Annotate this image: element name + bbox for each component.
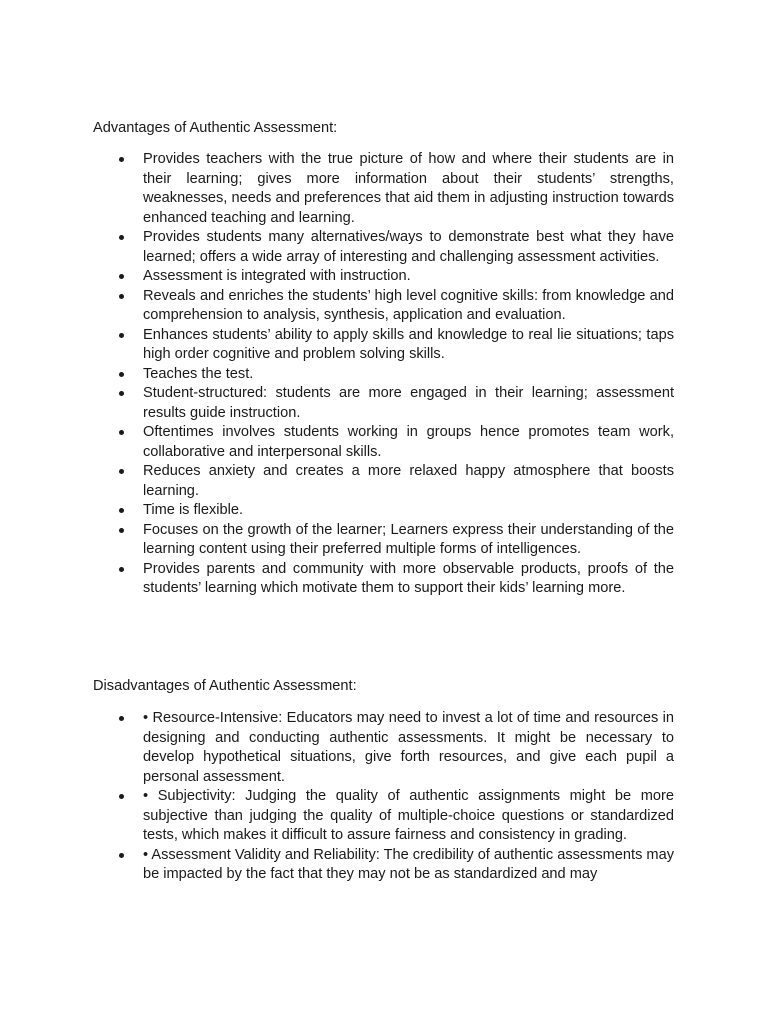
bullet-icon <box>119 794 124 799</box>
disadvantages-heading: Disadvantages of Authentic Assessment: <box>93 678 357 694</box>
list-item <box>118 150 674 228</box>
bullet-icon <box>119 469 124 474</box>
list-item-text: Assessment is integrated with instruction. <box>143 268 411 284</box>
list-item <box>118 462 674 501</box>
disadvantages-list <box>118 709 674 885</box>
bullet-icon <box>119 372 124 377</box>
bullet-icon <box>119 567 124 572</box>
list-item-text: Focuses on the growth of the learner; Learners express their understanding of the learning content using their preferred multiple forms of intelligences. <box>143 521 674 557</box>
list-item <box>118 384 674 423</box>
list-item-text: Provides teachers with the true picture of how and where their students are in their learning; gives more information about their students’ strengths, weaknesses, needs and preferences that aid them in adjusting instruction towards enhanced teaching and learning. <box>143 151 674 226</box>
list-item-text: Time is flexible. <box>143 502 244 518</box>
bullet-icon <box>119 157 124 162</box>
bullet-icon <box>119 430 124 435</box>
list-item <box>118 267 674 287</box>
bullet-icon <box>119 294 124 299</box>
bullet-icon <box>119 853 124 858</box>
advantages-list <box>118 150 674 599</box>
bullet-icon <box>119 528 124 533</box>
bullet-icon <box>119 716 124 721</box>
list-item <box>118 287 674 326</box>
advantages-heading: Advantages of Authentic Assessment: <box>93 120 338 136</box>
list-item <box>118 326 674 365</box>
list-item <box>118 846 674 885</box>
bullet-icon <box>119 391 124 396</box>
list-item-text: Teaches the test. <box>143 365 254 382</box>
bullet-icon <box>119 333 124 338</box>
list-item-text: Oftentimes involves students working in groups hence promotes team work, collaborative and interpersonal skills. <box>143 424 674 460</box>
list-item-text: • Subjectivity: Judging the quality of authentic assignments might be more subjective than judging the quality of multiple-choice questions or standardized tests, which makes it difficult to assure fairness and consistency in grading. <box>143 788 674 843</box>
list-item <box>118 521 674 560</box>
list-item <box>118 501 674 521</box>
list-item <box>118 228 674 267</box>
bullet-icon <box>119 274 124 279</box>
list-item <box>118 560 674 599</box>
list-item-text: Enhances students’ ability to apply skills and knowledge to real lie situations; taps high order cognitive and problem solving skills. <box>143 326 674 362</box>
list-item-text: • Resource-Intensive: Educators may need to invest a lot of time and resources in designing and conducting authentic assessments. It might be necessary to develop hypothetical situations, give forth resources, and give each pupil a personal assessment. <box>143 710 674 785</box>
list-item-text: Student-structured: students are more engaged in their learning; assessment results guide instruction. <box>143 385 674 421</box>
bullet-icon <box>119 508 124 513</box>
list-item <box>118 423 674 462</box>
list-item <box>118 787 674 846</box>
list-item-text: Provides students many alternatives/ways to demonstrate best what they have learned; offers a wide array of interesting and challenging assessment activities. <box>143 229 674 265</box>
list-item <box>118 709 674 787</box>
list-item <box>118 365 674 385</box>
list-item-text: Reduces anxiety and creates a more relaxed happy atmosphere that boosts learning. <box>143 463 674 499</box>
list-item-text: • Assessment Validity and Reliability: The credibility of authentic assessments may be impacted by the fact that they may not be as standardized and may <box>143 846 674 882</box>
list-item-text: Reveals and enriches the students’ high level cognitive skills: from knowledge and comprehension to analysis, synthesis, application and evaluation. <box>143 287 674 323</box>
bullet-icon <box>119 235 124 240</box>
list-item-text: Provides parents and community with more observable products, proofs of the students’ learning which motivate them to support their kids’ learning more. <box>143 560 674 596</box>
